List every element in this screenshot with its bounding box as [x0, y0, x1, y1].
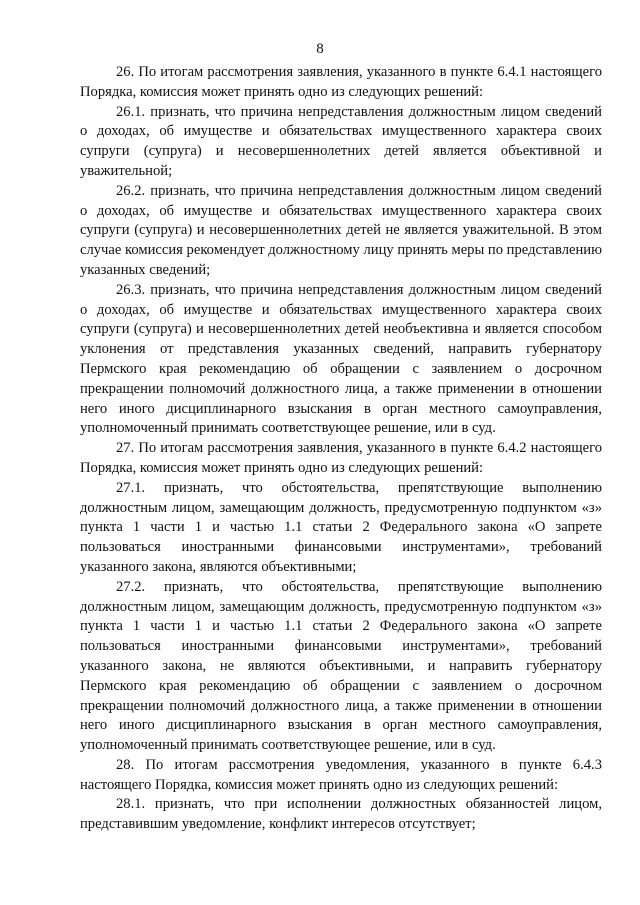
paragraph-26-1: 26.1. признать, что причина непредставления должностным лицом сведений о доходах, об имуществе и обязательствах имущественного характера своих супруги (супруга) и несовершеннолетних детей является объективной и уважительной; [80, 103, 602, 179]
page-number: 8 [316, 41, 324, 57]
paragraph-26-3: 26.3. признать, что причина непредставления должностным лицом сведений о доходах, об имуществе и обязательствах имущественного характера своих супруги (супруга) и несовершеннолетних детей необъективна и является способом уклонения от представления указанных сведений, направить губернатору Пермского края рекомендацию об обращении с заявлением о досрочном прекращении полномочий должностного лица, а также применении в отношении него иного дисциплинарного взыскания в орган местного самоуправления, уполномоченный принимать соответствующее решение, или в суд. [80, 281, 602, 437]
document-body [80, 63, 602, 835]
paragraph-28: 28. По итогам рассмотрения уведомления, указанного в пункте 6.4.3 настоящего Порядка, комиссия может принять одно из следующих решений: [80, 756, 602, 793]
paragraph-28-1: 28.1. признать, что при исполнении должностных обязанностей лицом, представившим уведомление, конфликт интересов отсутствует; [80, 796, 602, 833]
paragraph-26: 26. По итогам рассмотрения заявления, указанного в пункте 6.4.1 настоящего Порядка, комиссия может принять одно из следующих решений: [80, 64, 602, 100]
paragraph-27-2: 27.2. признать, что обстоятельства, препятствующие выполнению должностным лицом, замещающим должность, предусмотренную подпунктом «з» пункта 1 части 1 и частью 1.1 статьи 2 Федерального закона «О запрете пользоваться иностранными финансовыми инструментами», требований указанного закона, не являются объективными, и направить губернатору Пермского края рекомендацию об обращении с заявлением о досрочном прекращении полномочий должностного лица, а также применении в отношении него иного дисциплинарного взыскания в орган местного самоуправления, уполномоченный принимать соответствующее решение, или в суд. [80, 578, 602, 754]
paragraph-27-1: 27.1. признать, что обстоятельства, препятствующие выполнению должностным лицом, замещающим должность, предусмотренную подпунктом «з» пункта 1 части 1 и частью 1.1 статьи 2 Федерального закона «О запрете пользоваться иностранными финансовыми инструментами», требований указанного закона, являются объективными; [80, 479, 602, 575]
paragraph-27: 27. По итогам рассмотрения заявления, указанного в пункте 6.4.2 настоящего Порядка, комиссия может принять одно из следующих решений: [80, 440, 602, 476]
paragraph-26-2: 26.2. признать, что причина непредставления должностным лицом сведений о доходах, об имуществе и обязательствах имущественного характера своих супруги (супруга) и несовершеннолетних детей не является уважительной. В этом случае комиссия рекомендует должностному лицу принять меры по представлению указанных сведений; [80, 182, 602, 278]
